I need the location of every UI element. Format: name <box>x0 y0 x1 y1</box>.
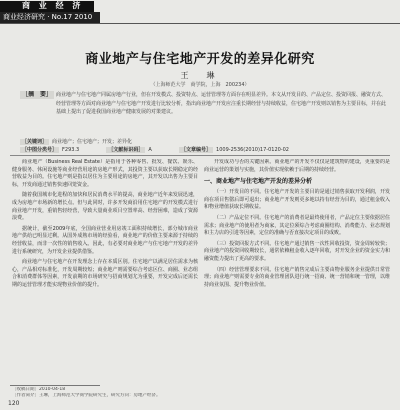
keywords-text: 商业地产；住宅地产；开发；差异化 <box>52 139 133 145</box>
abstract-text: 商业地产与住宅地产同属房地产行业，但在开发模式、投资特点、运营管理等方面存在明显差异。本文从开发目的、产品定位、投资回报、融资方式、经营管理等方面对商业地产与住宅地产开发进行比较分析，指出商业地产开发应注重长期经营与持续收益，住宅地产开发则以销售为主要目标，并在此基础上提出了促进我国商业地产健康发展的对策建议。 <box>56 92 387 115</box>
abstract-block <box>10 91 392 137</box>
header-rule <box>0 23 400 24</box>
article-id: 1009-2536(2010)17-0120-02 <box>216 147 289 153</box>
body-paragraph: 开发成功与否的关键因素。商业地产的开发不仅仅是建筑物的建设，更重要的是商业运营的策划与实施，其价值实现依赖于后期的持续经营。 <box>204 159 390 173</box>
body-column-left <box>12 159 198 384</box>
footnote-author-bio: ［作者简介］王琳，上海师范大学商学院研究生，研究方向：房地产经济。 <box>12 393 161 398</box>
author-affiliation: （上海师范大学 商学院，上海 200234） <box>150 82 250 88</box>
body-paragraph: （三）投资回报方式不同。住宅地产通过销售一次性回收投资，资金周转较快；商业地产的投资回收期较长，通常依赖租金收入逐年回收，对开发企业的资金实力和融资能力提出了更高的要求。 <box>204 240 390 262</box>
keywords-label: ［关键词］ <box>22 139 48 145</box>
abstract-label: ［摘 要］ <box>22 91 53 98</box>
body-column-right <box>204 159 390 384</box>
body-paragraph: 随着我国城市化进程的加快和居民消费水平的提高，商业地产近年来发展迅速，成为房地产市场新的增长点。但与此同时，许多开发商沿用住宅地产的开发模式进行商业地产开发，重销售轻经营，导致大量商业项目空置率高、经营困难，造成了资源浪费。 <box>12 192 198 222</box>
clc-label: ［中图分类号］ <box>22 147 58 153</box>
article-title: 商业地产与住宅地产开发的差异化研究 <box>85 52 315 67</box>
classification-line <box>20 146 390 154</box>
body-paragraph: （四）经营管理要求不同。住宅地产销售完成后主要由物业服务企业提供日常管理；商业地产则需要专业的商业管理团队进行统一招商、统一营销和统一管理，以维持商业氛围、提升物业价值。 <box>204 266 390 288</box>
body-paragraph: 据统计，截至2009年底，全国商业营业用房竣工面积持续增长，部分城市商业地产供给已明显过剩。从国外成熟市场的经验看，商业地产的价值主要来源于持续的经营收益，而非一次性的销售收入。因此，有必要对商业地产与住宅地产开发的差异进行系统研究，为开发企业提供借鉴。 <box>12 225 198 255</box>
body-paragraph: 商业地产与住宅地产在开发理念上存在本质区别。住宅地产以满足居住需求为核心，产品相对标准化，开发周期较短；商业地产则需要综合考虑区位、商圈、业态组合和消费群体等因素，开发前期的市场研究与招商规划尤为重要，开发完成后还需长期的运营管理才能实现物业价值的提升。 <box>12 259 198 288</box>
doc-code: A <box>148 147 152 153</box>
meta-divider <box>10 155 390 156</box>
section-heading: 一、商业地产与住宅地产开发的差异分析 <box>204 178 313 186</box>
body-paragraph: 商业地产（Business Real Estate）是指用于各种零售、批发、餐饮、娱乐、健身服务、休闲设施等商业经营用途的房地产形式，其投资主要以获取长期稳定的经营收益为目的。住宅地产则是指以居住为主要用途的房地产，其开发以出售为主要目标，开发商通过销售快速回笼资金。 <box>12 159 198 188</box>
body-paragraph: （二）产品定位不同。住宅地产的消费者是最终使用者，产品定位主要依据居住需求；商业地产的使用者为商家，其定位须综合考虑商圈结构、消费能力、业态规划和主力店的引进等因素，定位的准确与否直接决定项目的成败。 <box>204 214 390 237</box>
article-id-label: ［文章编号］ <box>181 147 212 153</box>
footnote-rule <box>10 385 100 386</box>
clc-code: F293.3 <box>62 147 80 153</box>
footnote-received: ［收稿日期］2010-04-18 <box>12 387 66 392</box>
keywords-line <box>20 138 390 146</box>
page-number: 120 <box>8 400 20 407</box>
article-author: 王 琳 <box>180 71 220 80</box>
journal-name: 商 业 经 济 <box>22 1 84 10</box>
journal-issue: 商业经济研究 · No.17 2010 <box>0 12 100 23</box>
body-paragraph: （一）开发目的不同。住宅地产开发的主要目的是通过销售获取开发利润，开发商在项目售罄后即可退出；商业地产开发则更多地以持有经营为目的，通过租金收入和物业增值获取长期收益。 <box>204 189 390 211</box>
doc-code-label: ［文献标识码］ <box>108 147 144 153</box>
